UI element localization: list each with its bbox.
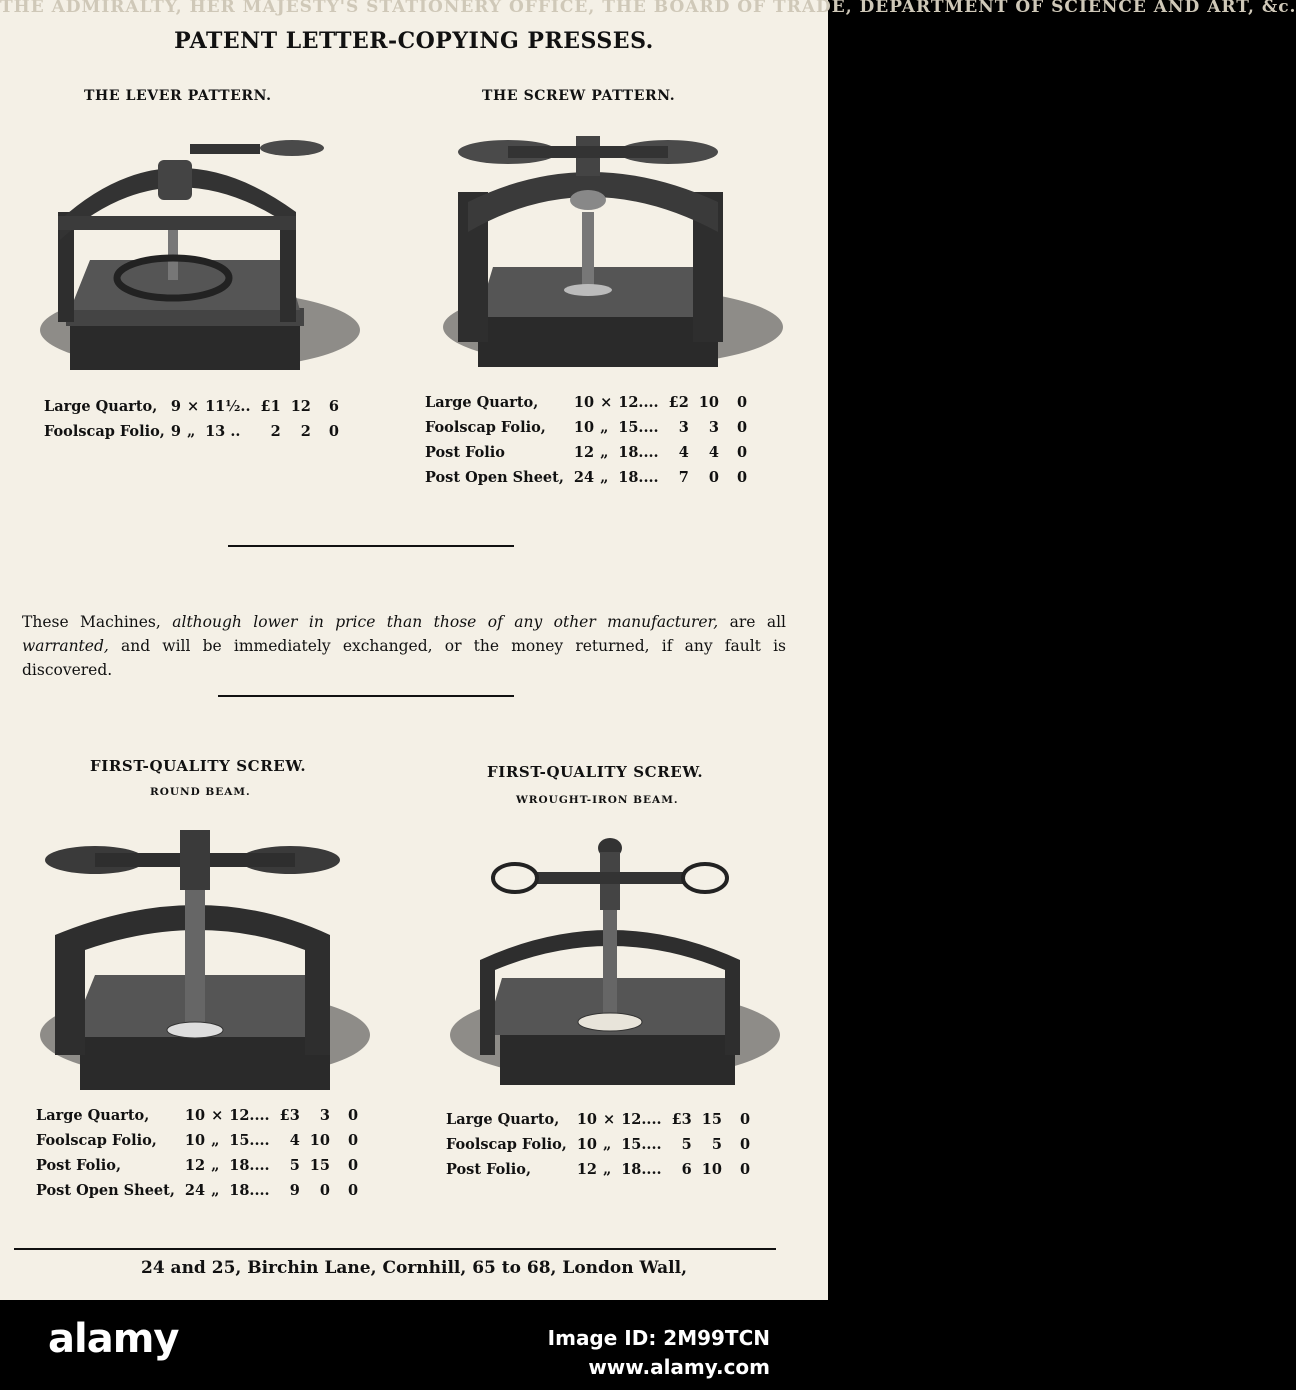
watermark-logo: alamy (48, 1316, 179, 1362)
image-id-label: Image ID: 2M99TCN (547, 1326, 770, 1350)
table-row (446, 1132, 750, 1157)
size-height: 15.... (229, 1132, 270, 1149)
table-row (446, 1107, 750, 1132)
size-separator: „ (600, 469, 609, 486)
price-pence: 0 (736, 444, 748, 461)
address-line: 24 and 25, Birchin Lane, Cornhill, 65 to 68, London Wall, (140, 1258, 688, 1278)
size-name: Post Folio (425, 444, 505, 461)
price-pounds: 4 (289, 1132, 300, 1149)
price-pounds: 9 (289, 1182, 300, 1199)
size-width: 10 (573, 419, 595, 436)
price-pence: 6 (328, 398, 339, 415)
table-row (425, 440, 747, 465)
table-row (446, 1157, 750, 1182)
size-width: 12 (573, 444, 595, 461)
size-separator: „ (603, 1136, 612, 1153)
size-width: 10 (184, 1132, 206, 1149)
notice-text: and will be immediately exchanged, or the money returned, if any fault is discovered. (22, 636, 786, 679)
size-separator: × (603, 1111, 616, 1128)
notice-text: These Machines, (22, 612, 173, 631)
price-pence: 0 (328, 423, 339, 440)
size-separator: „ (211, 1182, 220, 1199)
screw-press-illustration (428, 122, 788, 377)
size-separator: „ (211, 1132, 220, 1149)
price-pounds: 6 (681, 1161, 692, 1178)
wrought-beam-press-illustration (440, 830, 785, 1092)
size-separator: „ (600, 419, 609, 436)
size-width: 10 (184, 1107, 206, 1124)
price-pounds: 7 (678, 469, 689, 486)
size-height: 12.... (618, 394, 659, 411)
size-name: Large Quarto, (44, 398, 158, 415)
price-pounds: 2 (270, 423, 281, 440)
table-row (36, 1103, 358, 1128)
price-shillings: 10 (309, 1132, 330, 1149)
price-shillings: 10 (701, 1161, 722, 1178)
price-pence: 0 (739, 1111, 751, 1128)
size-name: Post Open Sheet, (36, 1182, 175, 1199)
size-width: 10 (576, 1111, 598, 1128)
size-name: Post Folio, (36, 1157, 122, 1174)
size-separator: × (186, 398, 200, 415)
size-width: 10 (573, 394, 595, 411)
size-height: 18.... (229, 1182, 270, 1199)
size-name: Foolscap Folio, (446, 1136, 567, 1153)
round-beam-price-table (36, 1103, 358, 1203)
price-pounds: 4 (678, 444, 689, 461)
size-width: 12 (576, 1161, 598, 1178)
size-separator: „ (600, 444, 609, 461)
table-row (36, 1153, 358, 1178)
price-shillings: 3 (319, 1107, 330, 1124)
price-pounds: £3 (279, 1107, 300, 1124)
price-pounds: £2 (668, 394, 689, 411)
size-name: Post Folio, (446, 1161, 532, 1178)
price-shillings: 5 (711, 1136, 722, 1153)
warranty-notice (22, 610, 786, 682)
screw-price-table (425, 390, 747, 490)
table-row (36, 1128, 358, 1153)
price-shillings: 2 (300, 423, 311, 440)
size-height: 18.... (618, 469, 659, 486)
size-width: 24 (573, 469, 595, 486)
price-pence: 0 (347, 1107, 359, 1124)
notice-italic: although lower in price than those of any other manufacturer, (172, 612, 719, 631)
price-shillings: 12 (290, 398, 311, 415)
size-separator: „ (186, 423, 196, 440)
wrought-beam-price-table (446, 1107, 750, 1182)
size-name: Large Quarto, (446, 1111, 560, 1128)
price-shillings: 4 (708, 444, 719, 461)
price-pence: 0 (739, 1136, 751, 1153)
size-name: Large Quarto, (425, 394, 539, 411)
price-shillings: 3 (708, 419, 719, 436)
price-pence: 0 (736, 394, 748, 411)
round-beam-subheading: ROUND BEAM. (150, 786, 251, 798)
size-height: 12.... (229, 1107, 270, 1124)
table-row (425, 415, 747, 440)
size-separator: × (600, 394, 613, 411)
table-row (36, 1178, 358, 1203)
size-name: Post Open Sheet, (425, 469, 564, 486)
size-width: 10 (576, 1136, 598, 1153)
price-pence: 0 (347, 1132, 359, 1149)
round-beam-press-illustration (30, 825, 380, 1095)
table-row (425, 390, 747, 415)
wrought-beam-heading: FIRST-QUALITY SCREW. (487, 763, 704, 781)
notice-text: are all (718, 612, 786, 631)
price-pounds: 5 (289, 1157, 300, 1174)
size-width: 9 (170, 423, 181, 440)
divider-rule (218, 695, 514, 697)
size-height: 15.... (618, 419, 659, 436)
size-width: 9 (170, 398, 181, 415)
size-height: 18.... (618, 444, 659, 461)
price-pounds: 3 (678, 419, 689, 436)
round-beam-heading: FIRST-QUALITY SCREW. (90, 757, 307, 775)
lever-pattern-heading: THE LEVER PATTERN. (84, 88, 272, 104)
size-height: 11½.. (205, 398, 251, 415)
price-pounds: 5 (681, 1136, 692, 1153)
price-pounds: £1 (260, 398, 281, 415)
price-pence: 0 (736, 469, 748, 486)
notice-italic: warranted, (22, 636, 109, 655)
table-row (44, 394, 339, 419)
price-pence: 0 (736, 419, 748, 436)
size-name: Foolscap Folio, (44, 423, 165, 440)
wrought-beam-subheading: WROUGHT-IRON BEAM. (516, 794, 679, 806)
table-row (425, 465, 747, 490)
table-row (44, 419, 339, 444)
price-shillings: 10 (698, 394, 719, 411)
site-url-label: www.alamy.com (588, 1355, 770, 1379)
size-separator: „ (603, 1161, 612, 1178)
footer-rule (14, 1248, 776, 1250)
price-pence: 0 (347, 1182, 359, 1199)
lever-price-table (44, 394, 339, 444)
size-width: 24 (184, 1182, 206, 1199)
price-shillings: 15 (701, 1111, 722, 1128)
size-name: Large Quarto, (36, 1107, 150, 1124)
size-separator: „ (211, 1157, 220, 1174)
size-width: 12 (184, 1157, 206, 1174)
size-separator: × (211, 1107, 224, 1124)
price-pence: 0 (347, 1157, 359, 1174)
size-height: 15.... (621, 1136, 662, 1153)
page-title: PATENT LETTER-COPYING PRESSES. (174, 28, 654, 54)
size-height: 18.... (621, 1161, 662, 1178)
screw-pattern-heading: THE SCREW PATTERN. (482, 88, 676, 104)
price-pounds: £3 (671, 1111, 692, 1128)
price-shillings: 0 (708, 469, 719, 486)
size-height: 13 .. (205, 423, 241, 440)
show-through-text: THE ADMIRALTY, HER MAJESTY'S STATIONERY OFFICE, THE BOARD OF TRADE, DEPARTMENT OF SCIENCE AND ART, &c. (0, 0, 1296, 17)
price-shillings: 15 (309, 1157, 330, 1174)
price-shillings: 0 (319, 1182, 330, 1199)
size-name: Foolscap Folio, (36, 1132, 157, 1149)
size-height: 12.... (621, 1111, 662, 1128)
price-pence: 0 (739, 1161, 751, 1178)
size-height: 18.... (229, 1157, 270, 1174)
size-name: Foolscap Folio, (425, 419, 546, 436)
lever-press-illustration (30, 120, 370, 390)
divider-rule (228, 545, 514, 547)
